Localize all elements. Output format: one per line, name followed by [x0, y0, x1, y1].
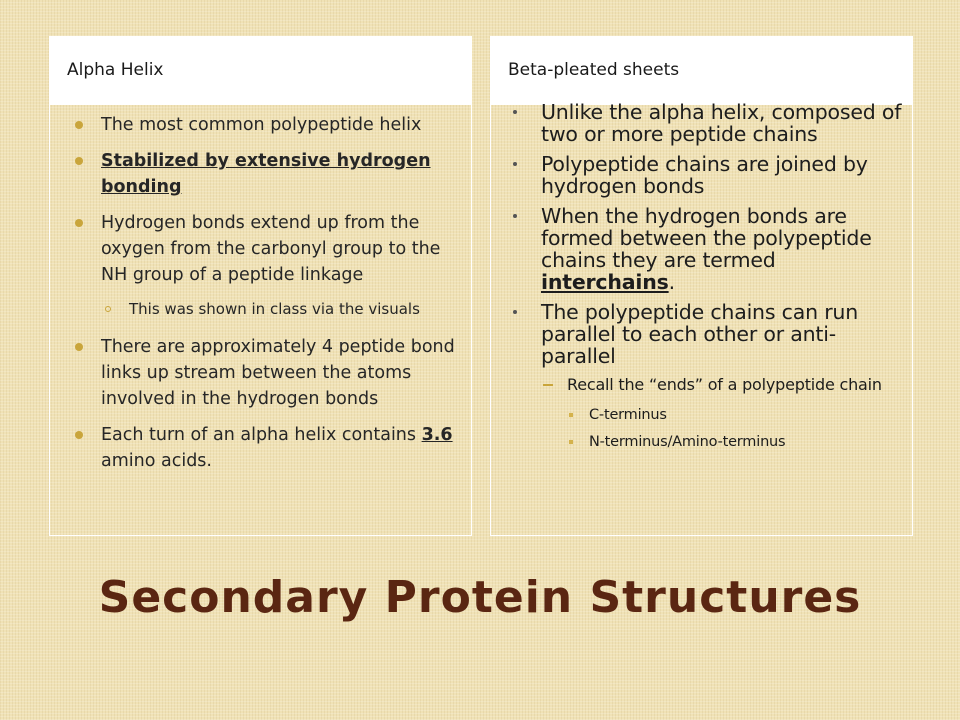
beta-sheets-header: Beta-pleated sheets	[490, 36, 913, 104]
list-item	[72, 422, 462, 474]
list-item-text-before: Each turn of an alpha helix contains	[101, 425, 422, 445]
list-item	[509, 301, 905, 367]
list-item-emphasis: 3.6	[421, 425, 453, 445]
list-item-emphasis: interchains	[541, 270, 669, 294]
list-item-text: This was shown in class via the visuals	[129, 300, 420, 318]
bullet-icon	[75, 343, 83, 351]
beta-sheets-list	[509, 101, 905, 460]
list-item-text: C-terminus	[589, 407, 667, 423]
alpha-helix-list	[72, 112, 462, 484]
sub-list-item	[509, 375, 905, 394]
list-item-text: Hydrogen bonds extend up from the oxygen from the carbonyl group to the NH group of a peptide linkage	[101, 213, 441, 285]
list-item-text-before: When the hydrogen bonds are formed between the polypeptide chains they are termed	[541, 204, 872, 272]
bullet-icon	[75, 431, 83, 439]
bullet-icon	[75, 157, 83, 165]
alpha-helix-header: Alpha Helix	[49, 36, 472, 104]
list-item	[72, 148, 462, 200]
slide-title: Secondary Protein Structures	[98, 572, 862, 623]
alpha-helix-column	[49, 104, 472, 536]
square-bullet-icon	[569, 413, 573, 417]
list-item	[72, 334, 462, 412]
list-item-text: The polypeptide chains can run parallel to each other or anti-parallel	[541, 300, 859, 368]
sub-sub-list-item	[509, 433, 905, 451]
list-item	[509, 205, 905, 293]
list-item-text: There are approximately 4 peptide bond links up stream between the atoms involved in the hydrogen bonds	[101, 337, 455, 409]
list-item-text: Stabilized by extensive hydrogen bonding	[101, 151, 431, 197]
dash-bullet-icon	[543, 384, 553, 386]
list-item-text-after: amino acids.	[101, 451, 212, 471]
circle-bullet-icon	[105, 306, 111, 312]
bullet-icon	[513, 110, 517, 114]
bullet-icon	[513, 162, 517, 166]
list-item-text: Polypeptide chains are joined by hydrogen bonds	[541, 152, 868, 198]
list-item	[72, 210, 462, 288]
beta-sheets-column	[490, 100, 913, 536]
square-bullet-icon	[569, 440, 573, 444]
list-item	[72, 112, 462, 138]
bullet-icon	[513, 310, 517, 314]
bullet-icon	[75, 219, 83, 227]
list-item-text: N-terminus/Amino-terminus	[589, 434, 786, 450]
list-item-text: Recall the “ends” of a polypeptide chain	[567, 375, 882, 394]
list-item-text: The most common polypeptide helix	[101, 115, 422, 135]
bullet-icon	[75, 121, 83, 129]
sub-sub-list-item	[509, 406, 905, 424]
list-item	[509, 153, 905, 197]
list-item-text: Unlike the alpha helix, composed of two or more peptide chains	[541, 100, 902, 146]
list-item	[509, 101, 905, 145]
sub-list-item	[72, 296, 462, 322]
list-item-text-after: .	[668, 270, 675, 294]
bullet-icon	[513, 214, 517, 218]
